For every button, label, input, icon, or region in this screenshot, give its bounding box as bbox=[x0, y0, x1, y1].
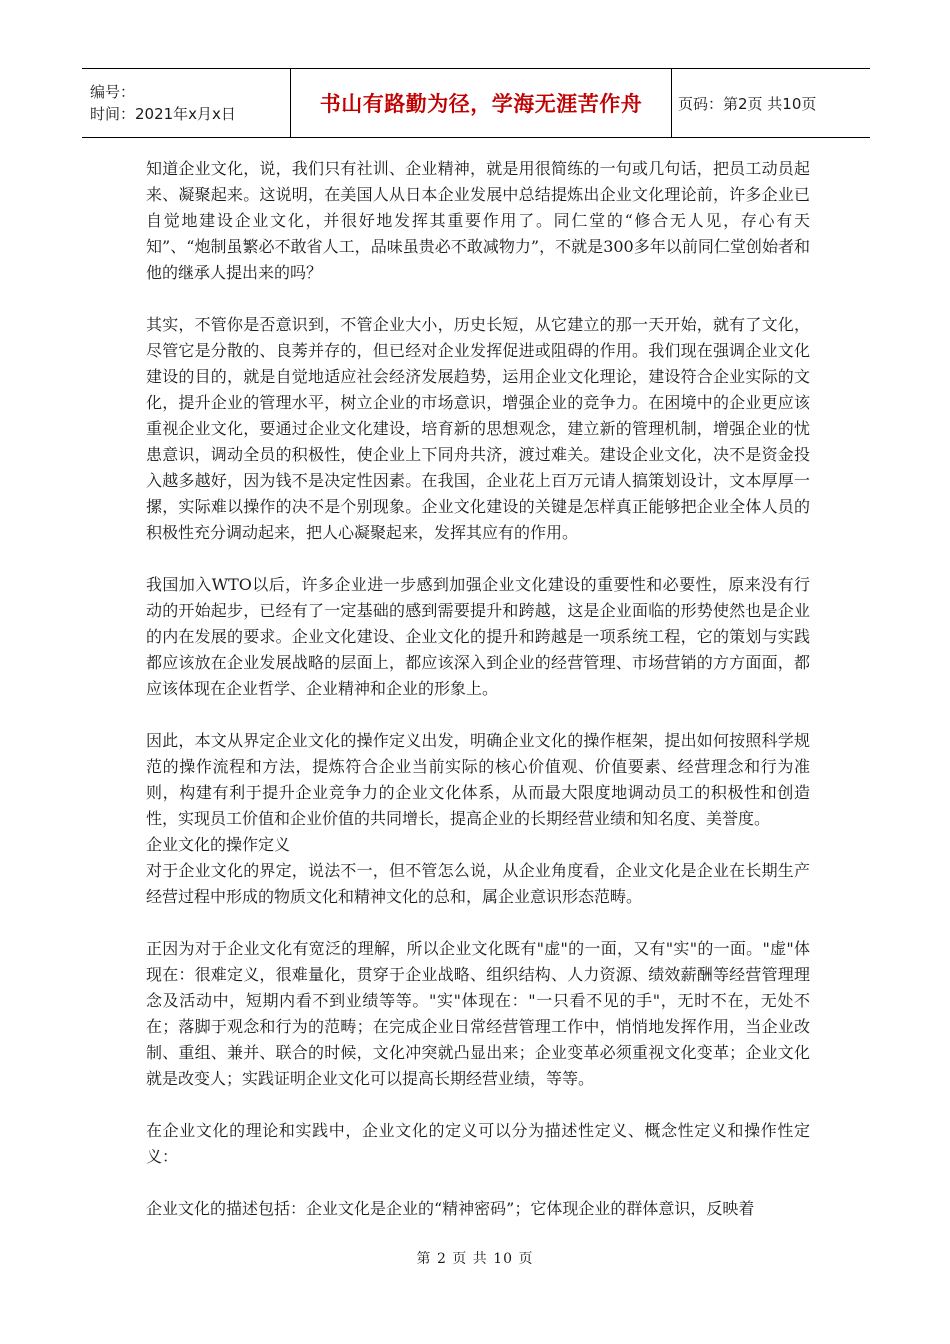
paragraph: 知道企业文化，说，我们只有社训、企业精神，就是用很简练的一句或几句话，把员工动员起来、凝聚起来。这说明，在美国人从日本企业发展中总结提炼出企业文化理论前，许多企业已自觉地建设企业文化，并很好地发挥其重要作用了。同仁堂的“修合无人见，存心有天知”、“炮制虽繁必不敢省人工，品味虽贵必不敢减物力”，不就是300多年以前同仁堂创始者和他的继承人提出来的吗？ bbox=[146, 159, 810, 282]
paragraph: 对于企业文化的界定，说法不一，但不管怎么说，从企业角度看，企业文化是企业在长期生产经营过程中形成的物质文化和精神文化的总和，属企业意识形态范畴。 bbox=[146, 861, 810, 906]
page-header bbox=[82, 68, 870, 138]
header-page-info: 页码：第2页 共10页 bbox=[678, 94, 817, 113]
document-body bbox=[146, 156, 810, 1222]
paragraph: 企业文化的描述包括：企业文化是企业的“精神密码”；它体现企业的群体意识，反映着 bbox=[146, 1199, 755, 1218]
header-motto: 书山有路勤为径，学海无涯苦作舟 bbox=[291, 69, 672, 137]
number-label: 编号： bbox=[90, 83, 136, 101]
date-label: 时间：2021年x月x日 bbox=[90, 105, 236, 123]
paragraph: 我国加入WTO以后，许多企业进一步感到加强企业文化建设的重要性和必要性，原来没有行动的开始起步，已经有了一定基础的感到需要提升和跨越，这是企业面临的形势使然也是企业的内在发展的要求。企业文化建设、企业文化的提升和跨越是一项系统工程，它的策划与实践都应该放在企业发展战略的层面上，都应该深入到企业的经营管理、市场营销的方方面面，都应该体现在企业哲学、企业精神和企业的形象上。 bbox=[146, 575, 810, 698]
paragraph: 其实，不管你是否意识到，不管企业大小，历史长短，从它建立的那一天开始，就有了文化，尽管它是分散的、良莠并存的，但已经对企业发挥促进或阻碍的作用。我们现在强调企业文化建设的目的，就是自觉地适应社会经济发展趋势，运用企业文化理论，建设符合企业实际的文化，提升企业的管理水平，树立企业的市场意识，增强企业的竞争力。在困境中的企业更应该重视企业文化，要通过企业文化建设，培育新的思想观念，建立新的管理机制，增强企业的忧患意识，调动全员的积极性，使企业上下同舟共济，渡过难关。建设企业文化，决不是资金投入越多越好，因为钱不是决定性因素。在我国，企业花上百万元请人搞策划设计，文本厚厚一摞，实际难以操作的决不是个别现象。企业文化建设的关键是怎样真正能够把企业全体人员的积极性充分调动起来，把人心凝聚起来，发挥其应有的作用。 bbox=[146, 315, 810, 542]
paragraph: 正因为对于企业文化有宽泛的理解，所以企业文化既有"虚"的一面，又有"实"的一面。"虚"体现在：很难定义，很难量化，贯穿于企业战略、组织结构、人力资源、绩效薪酬等经营管理理念及活动中，短期内看不到业绩等等。"实"体现在："一只看不见的手"，无时不在，无处不在；落脚于观念和行为的范畴；在完成企业日常经营管理工作中，悄悄地发挥作用，当企业改制、重组、兼并、联合的时候，文化冲突就凸显出来；企业变革必须重视文化变革；企业文化就是改变人；实践证明企业文化可以提高长期经营业绩，等等。 bbox=[146, 939, 810, 1088]
page-footer: 第 2 页 共 10 页 bbox=[416, 1251, 534, 1267]
section-heading: 企业文化的操作定义 bbox=[146, 835, 291, 854]
header-meta bbox=[82, 69, 291, 137]
paragraph: 因此，本文从界定企业文化的操作定义出发，明确企业文化的操作框架，提出如何按照科学规范的操作流程和方法，提炼符合企业当前实际的核心价值观、价值要素、经营理念和行为准则，构建有利于提升企业竞争力的企业文化体系，从而最大限度地调动员工的积极性和创造性，实现员工价值和企业价值的共同增长，提高企业的长期经营业绩和知名度、美誉度。 bbox=[146, 731, 810, 828]
paragraph: 在企业文化的理论和实践中，企业文化的定义可以分为描述性定义、概念性定义和操作性定义： bbox=[146, 1121, 810, 1166]
